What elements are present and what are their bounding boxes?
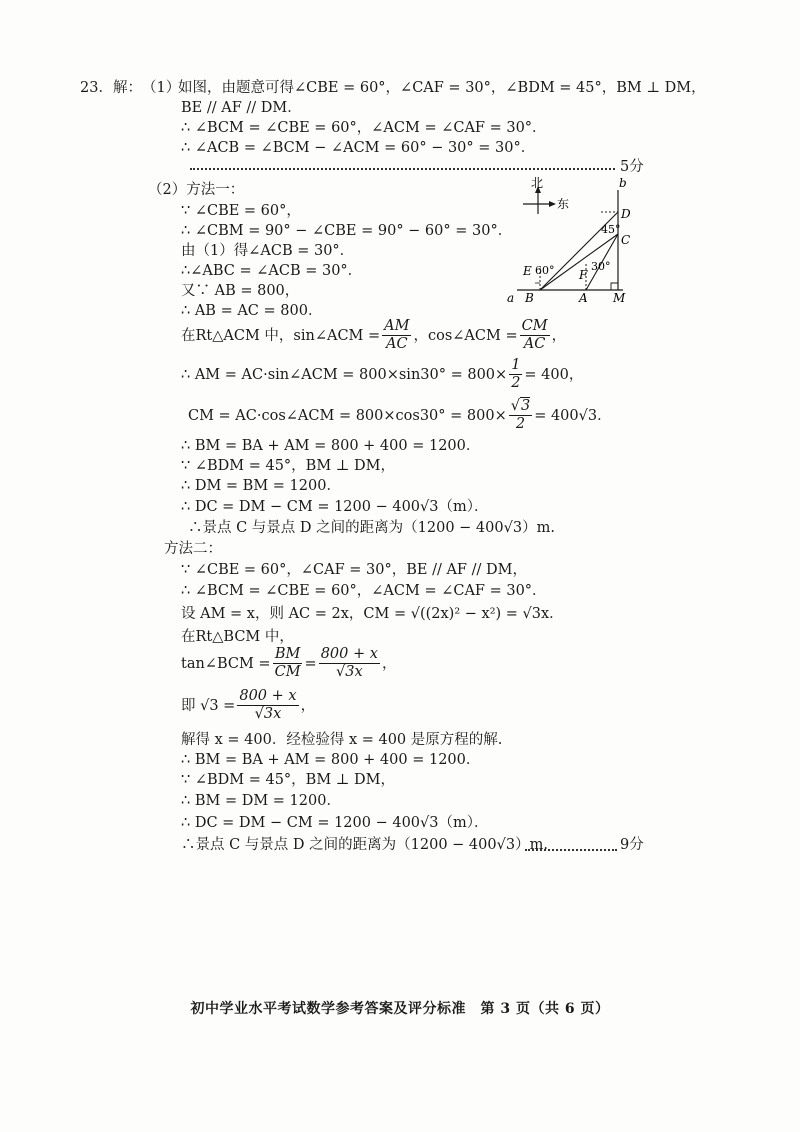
label-a: a [507,291,515,305]
label-b: b [619,176,627,190]
part1-line3: ∴ ∠BCM = ∠CBE = 60°，∠ACM = ∠CAF = 30°． [181,120,547,136]
m2-tan-end: ， [381,655,397,672]
frac-den: 2 [511,375,521,391]
m1-line-1: ∴ ∠CBM = 90° − ∠CBE = 90° − 60° = 30°． [181,223,513,239]
m1-am-line [181,357,583,392]
part1-line1: 如图，由题意可得∠CBE = 60°，∠CAF = 30°，∠BDM = 45°，BM ⊥ DM， [178,80,706,96]
frac-num: 800 + x [320,646,378,662]
label-e: E [523,264,532,278]
m2-line-3: 在Rt△BCM 中， [181,629,294,645]
m2-line2-4: ∴ DC = DM − CM = 1200 − 400√3（m）． [181,815,489,831]
m2-final: ∴景点 C 与景点 D 之间的距离为（1200 − 400√3）m. [181,837,548,853]
page-footer: 初中学业水平考试数学参考答案及评分标准 第 3 页（共 6 页） [190,1001,610,1017]
m1-am-suffix: = 400， [524,366,584,383]
m1-line2-4: ∴景点 C 与景点 D 之间的距离为（1200 − 400√3）m. [188,520,555,536]
frac-den: √3x [335,664,363,680]
m1-rt-line [181,318,566,353]
m2-line2-1: ∴ BM = BA + AM = 800 + 400 = 1200． [181,752,481,768]
frac-am-ac [382,318,411,353]
m2-line-1: ∴ ∠BCM = ∠CBE = 60°，∠ACM = ∠CAF = 30°． [181,583,547,599]
m2-line2-0: 解得 x = 400．经检验得 x = 400 是原方程的解. [181,732,503,748]
frac-cm-ac [520,318,550,353]
m1-line2-0: ∴ BM = BA + AM = 800 + 400 = 1200． [181,438,481,454]
m2-line2-3: ∴ BM = DM = 1200． [181,793,341,809]
m1-line2-2: ∴ DM = BM = 1200． [181,478,341,494]
frac-bm-cm [273,646,303,681]
label-d: D [621,207,631,221]
label-b-point: B [525,291,534,305]
m2-line2-2: ∵ ∠BDM = 45°，BM ⊥ DM， [181,772,396,788]
label-c: C [621,233,631,247]
frac-half [509,357,522,392]
frac-num: 800 + x [239,688,297,704]
label-a-point: A [579,291,588,305]
right-angle-mark [611,283,618,290]
m1-cm-prefix: CM = AC·cos∠ACM = 800×cos30° = 800× [188,407,507,424]
east-arrow-icon [549,201,556,207]
part1-line2: BE // AF // DM． [181,100,302,116]
label-north: 北 [531,176,544,190]
frac-den: √3x [254,706,282,722]
score-leader-dots-2 [525,849,617,851]
score-5: 5分 [620,159,644,175]
m2-eq: = [304,655,317,672]
m2-ji-line [181,688,315,723]
method1-label: （2）方法一： [148,182,245,198]
m1-rt-prefix: 在Rt△ACM 中，sin∠ACM = [181,327,381,344]
frac-den: AC [386,336,408,352]
frac-num: √3 [510,398,531,414]
m2-line-2: 设 AM = x，则 AC = 2x，CM = √((2x)² − x²) = √3x． [181,606,564,622]
frac-num: CM [521,318,548,334]
frac-sqrt3-2 [509,398,532,433]
m2-tan-line [181,646,396,681]
m2-line-0: ∵ ∠CBE = 60°，∠CAF = 30°，BE // AF // DM， [181,562,527,578]
label-45: 45° [601,223,621,236]
frac-den: 2 [515,416,526,432]
m2-ji-end: ， [300,697,316,714]
label-east: 东 [557,197,570,211]
m1-cm-suffix: = 400√3． [534,407,612,424]
frac-num: BM [274,646,301,662]
m1-line-0: ∵ ∠CBE = 60°， [181,203,301,219]
frac-num: AM [384,318,410,334]
m1-rt-end: ， [551,327,567,344]
m1-line-5: ∴ AB = AC = 800． [181,303,323,319]
m1-line-3: ∴∠ABC = ∠ACB = 30°． [181,263,363,279]
label-60: 60° [535,264,555,277]
m1-line-4: 又∵ AB = 800， [181,283,300,299]
m1-line2-3: ∴ DC = DM − CM = 1200 − 400√3（m）． [181,499,489,515]
m2-ji-prefix: 即 √3 = [181,697,236,714]
label-f: F [579,268,588,282]
m1-am-prefix: ∴ AM = AC·sin∠ACM = 800×sin30° = 800× [181,366,508,383]
score-leader-dots [190,168,615,170]
frac-800x [319,646,380,681]
m1-line-2: 由（1）得∠ACB = 30°． [181,243,355,259]
m1-cm-line [188,398,612,433]
part1-line4: ∴ ∠ACB = ∠BCM − ∠ACM = 60° − 30° = 30°． [181,140,536,156]
m1-line2-1: ∵ ∠BDM = 45°，BM ⊥ DM， [181,458,396,474]
frac-800x-2 [237,688,298,723]
problem-number: 23．解： [80,80,142,96]
m2-tan-prefix: tan∠BCM = [181,655,271,672]
score-9: 9分 [620,837,644,853]
label-30: 30° [591,260,611,273]
frac-den: CM [274,664,301,680]
radicand: 3 [520,398,531,414]
geometry-diagram [505,176,645,306]
m1-rt-mid: ，cos∠ACM = [413,327,518,344]
method2-label: 方法二： [164,541,222,557]
part1-label: （1） [142,80,181,96]
frac-num: 1 [511,357,521,373]
frac-den: AC [523,336,546,352]
label-m: M [613,291,626,305]
